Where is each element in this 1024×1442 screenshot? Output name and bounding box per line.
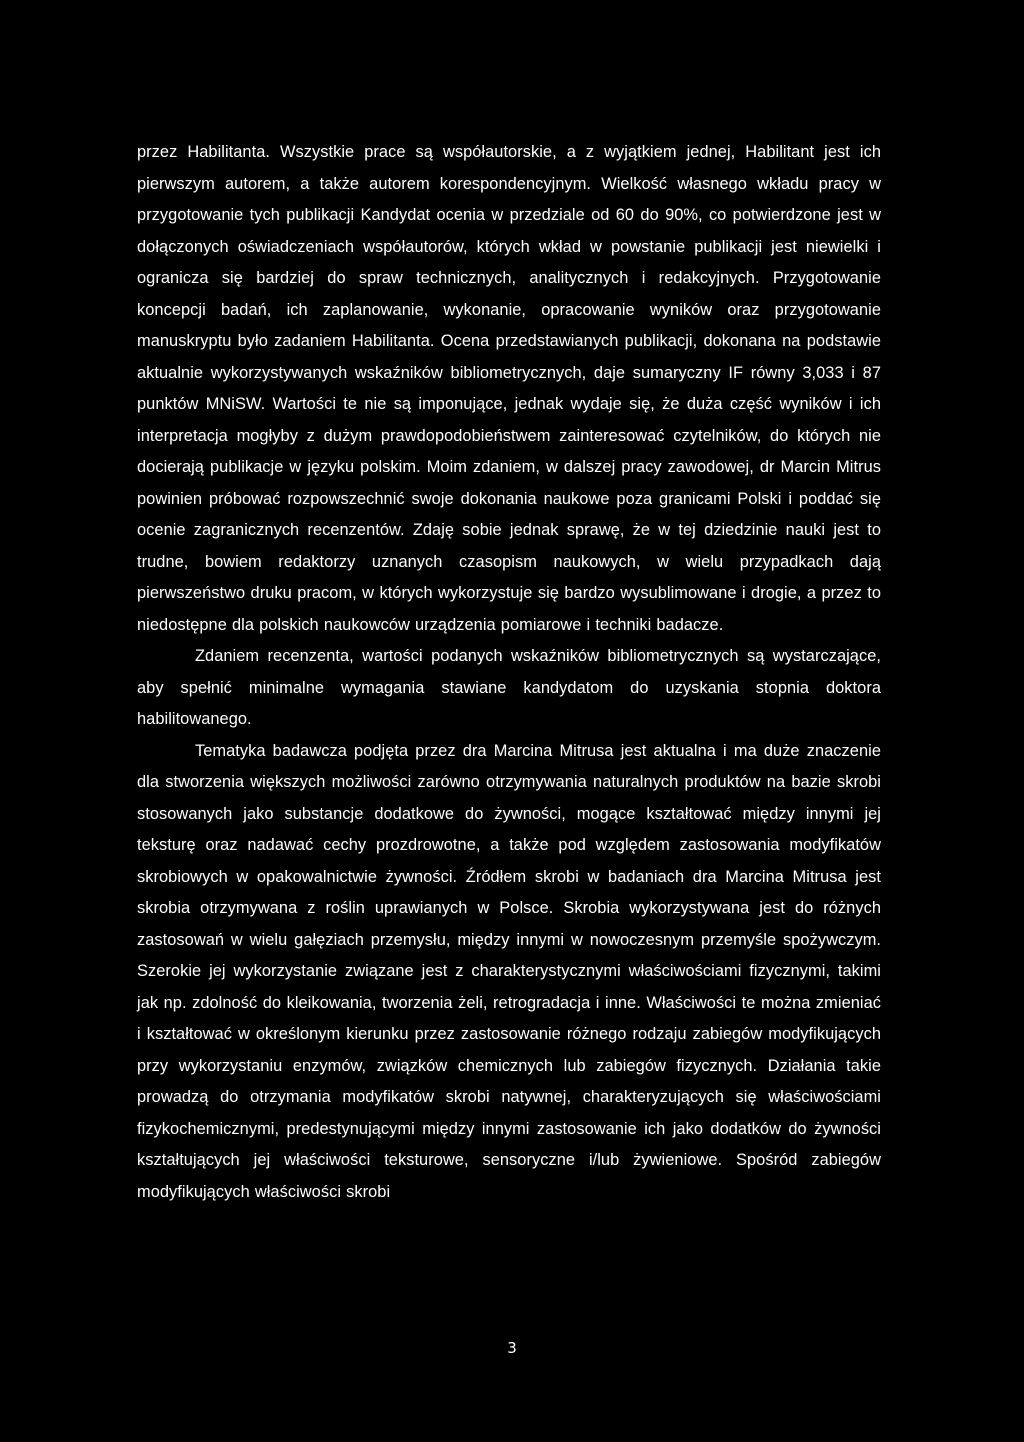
paragraph-research-topic: Tematyka badawcza podjęta przez dra Marcina Mitrusa jest aktualna i ma duże znaczenie dla stworzenia większych możliwości zarówno otrzymywania naturalnych produktów na bazie skrobi stosowanych jako substancje dodatkowe do żywności, mogące kształtować między innymi jej teksturę oraz nadawać cechy prozdrowotne, a także pod względem zastosowania modyfikatów skrobiowych w opakowalnictwie żywności. Źródłem skrobi w badaniach dra Marcina Mitrusa jest skrobia otrzymywana z roślin uprawianych w Polsce. Skrobia wykorzystywana jest do różnych zastosowań w wielu gałęziach przemysłu, między innymi w nowoczesnym przemyśle spożywczym. Szerokie jej wykorzystanie związane jest z charakterystycznymi właściwościami fizycznymi, takimi jak np. zdolność do kleikowania, tworzenia żeli, retrogradacja i inne. Właściwości te można zmieniać i kształtować w określonym kierunku przez zastosowanie różnego rodzaju zabiegów modyfikujących przy wykorzystaniu enzymów, związków chemicznych lub zabiegów fizycznych. Działania takie prowadzą do otrzymania modyfikatów skrobi natywnej, charakteryzujących się właściwościami fizykochemicznymi, predestynującymi między innymi zastosowanie ich jako dodatków do żywności kształtujących jej właściwości teksturowe, sensoryczne i/lub żywieniowe. Spośród zabiegów modyfikujących właściwości skrobi: [137, 741, 881, 1201]
page-number: 3: [507, 1339, 517, 1357]
paragraph-continuation: przez Habilitanta. Wszystkie prace są współautorskie, a z wyjątkiem jednej, Habilitant jest ich pierwszym autorem, a także autorem korespondencyjnym. Wielkość własnego wkładu pracy w przygotowanie tych publikacji Kandydat ocenia w przedziale od 60 do 90%, co potwierdzone jest w dołączonych oświadczeniach współautorów, których wkład w powstanie publikacji jest niewielki i ogranicza się bardziej do spraw technicznych, analitycznych i redakcyjnych. Przygotowanie koncepcji badań, ich zaplanowanie, wykonanie, opracowanie wyników oraz przygotowanie manuskryptu było zadaniem Habilitanta. Ocena przedstawianych publikacji, dokonana na podstawie aktualnie wykorzystywanych wskaźników bibliometrycznych, daje sumaryczny IF równy 3,033 i 87 punktów MNiSW. Wartości te nie są imponujące, jednak wydaje się, że duża część wyników i ich interpretacja mogłyby z dużym prawdopodobieństwem zainteresować czytelników, do których nie docierają publikacje w języku polskim. Moim zdaniem, w dalszej pracy zawodowej, dr Marcin Mitrus powinien próbować rozpowszechnić swoje dokonania naukowe poza granicami Polski i poddać się ocenie zagranicznych recenzentów. Zdaję sobie jednak sprawę, że w tej dziedzinie nauki jest to trudne, bowiem redaktorzy uznanych czasopism naukowych, w wielu przypadkach dają pierwszeństwo druku pracom, w których wykorzystuje się bardzo wysublimowane i drogie, a przez to niedostępne dla polskich naukowców urządzenia pomiarowe i techniki badacze.: [137, 143, 881, 634]
document-body: [137, 137, 881, 1208]
paragraph-bibliometric-assessment: Zdaniem recenzenta, wartości podanych wskaźników bibliometrycznych są wystarczające, aby spełnić minimalne wymagania stawiane kandydatom do uzyskania stopnia doktora habilitowanego.: [137, 647, 881, 728]
